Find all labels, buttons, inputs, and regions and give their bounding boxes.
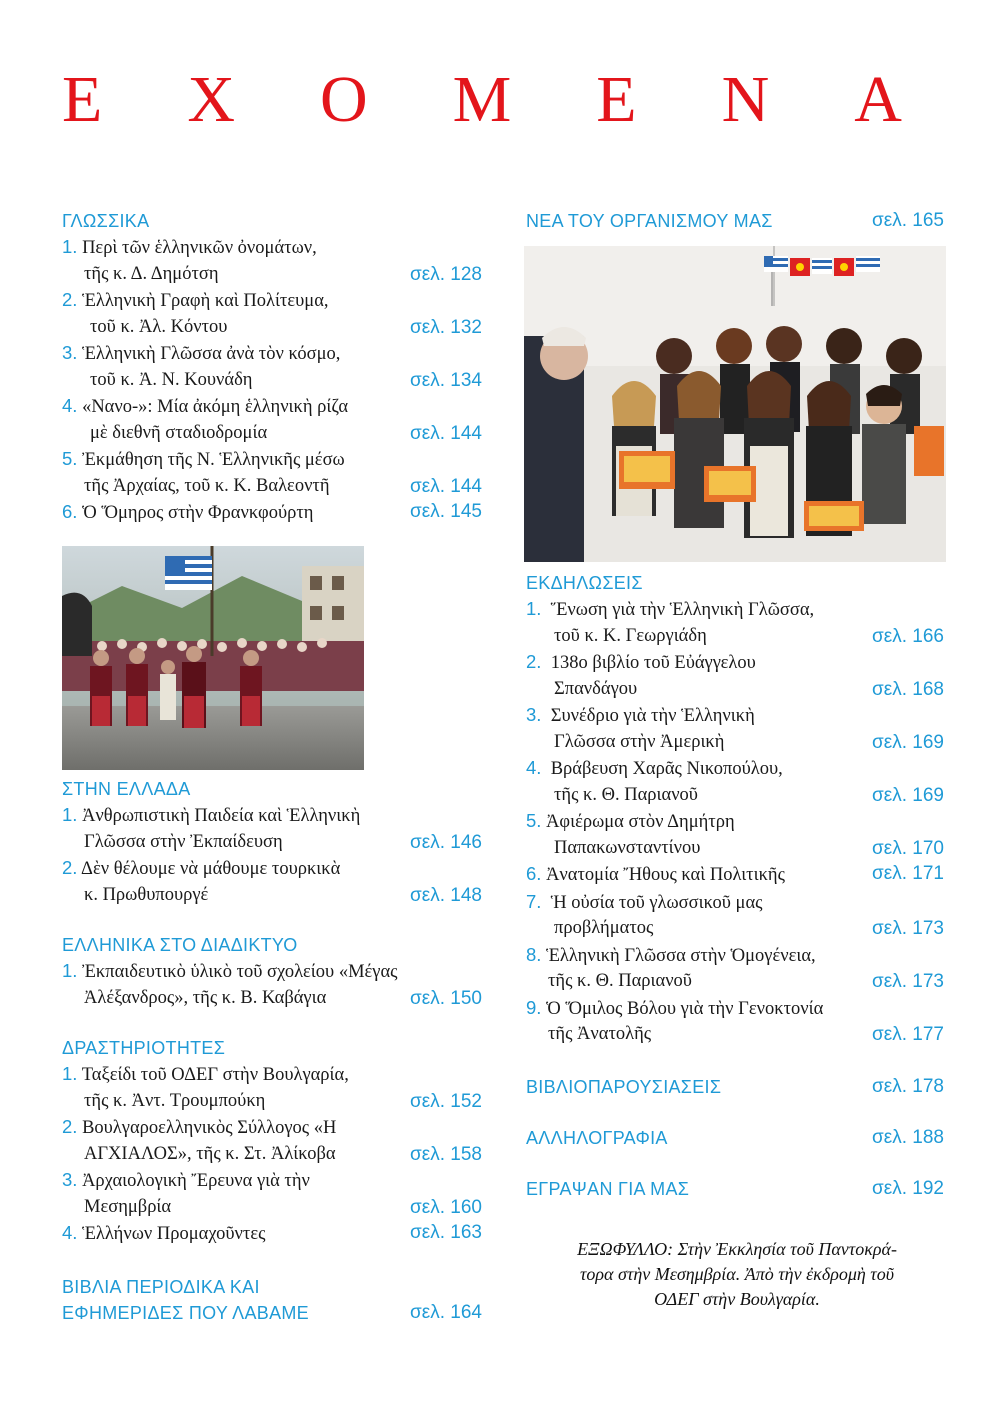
- page-number: σελ. 169: [872, 731, 944, 753]
- page-number: σελ. 158: [410, 1143, 482, 1165]
- toc-entry: 2. 138ο βιβλίο τοῦ Εὐάγγελου Σπανδάγου σελ. 168: [526, 649, 944, 702]
- right-column-lower: [526, 570, 944, 1202]
- toc-entry: 5. Ἐκμάθηση τῆς Ν. Ἑλληνικῆς μέσω τῆς Ἀρχαίας, τοῦ κ. Κ. Βαλεοντῆ σελ. 144: [62, 446, 482, 499]
- toc-entry: 3. Συνέδριο γιὰ τὴν Ἑλληνικὴ Γλῶσσα στὴν Ἀμερικὴ σελ. 169: [526, 702, 944, 755]
- photo-folk-dance: [62, 546, 364, 770]
- section-heading-glossika: ΓΛΩΣΣΙΚΑ: [62, 211, 150, 231]
- toc-entry: 3. Ἑλληνικὴ Γλῶσσα ἀνὰ τὸν κόσμο, τοῦ κ. Ἀ. Ν. Κουνάδη σελ. 134: [62, 340, 482, 393]
- page-number: σελ. 164: [410, 1301, 482, 1323]
- toc-entry: 1. Ἀνθρωπιστικὴ Παιδεία καὶ Ἑλληνικὴ Γλῶσσα στὴν Ἐκπαίδευση σελ. 146: [62, 802, 482, 855]
- page-number: σελ. 171: [872, 863, 944, 884]
- page-number: σελ. 144: [410, 422, 482, 444]
- page-number: σελ. 173: [872, 971, 944, 992]
- title-letter: Ε: [596, 63, 637, 136]
- photo-children-choir: [524, 246, 946, 562]
- toc-entry: 2. Δὲν θέλουμε νὰ μάθουμε τουρκικὰ κ. Πρωθυπουργέ σελ. 148: [62, 855, 482, 908]
- toc-entry: 6. Ἀνατομία Ἤθους καὶ Πολιτικῆς σελ. 171: [526, 861, 944, 889]
- page-number: σελ. 166: [872, 625, 944, 647]
- page-number: σελ. 188: [872, 1126, 944, 1148]
- toc-entry: 2. Βουλγαροελληνικὸς Σύλλογος «Η ΑΓΧΙΑΛΟΣ», τῆς κ. Στ. Ἀλίκοβα σελ. 158: [62, 1114, 482, 1167]
- page-number: σελ. 148: [410, 884, 482, 906]
- page-number: σελ. 150: [410, 987, 482, 1009]
- cover-caption: [528, 1237, 946, 1312]
- toc-entry: 1. Ἕνωση γιὰ τὴν Ἑλληνικὴ Γλῶσσα, τοῦ κ. Κ. Γεωργιάδη σελ. 166: [526, 596, 944, 649]
- toc-entry: 1. Ἐκπαιδευτικὸ ὑλικὸ τοῦ σχολείου «Μέγας Ἀλέξανδρος», τῆς κ. Β. Καβάγια σελ. 150: [62, 958, 482, 1011]
- caption-line: ΟΔΕΓ στὴν Βουλγαρία.: [654, 1289, 820, 1309]
- page-number: σελ. 170: [872, 837, 944, 859]
- page-number: σελ. 168: [872, 678, 944, 700]
- page-number: σελ. 132: [410, 316, 482, 338]
- page-number: σελ. 163: [410, 1222, 482, 1243]
- section-heading-nea: ΝΕΑ ΤΟΥ ΟΡΓΑΝΙΣΜΟΥ ΜΑΣ σελ. 165: [526, 208, 944, 234]
- section-heading-diadiktyo: ΕΛΛΗΝΙΚΑ ΣΤΟ ΔΙΑΔΙΚΤΥΟ: [62, 935, 298, 955]
- toc-entry: 1. Ταξείδι τοῦ ΟΔΕΓ στὴν Βουλγαρία, τῆς κ. Ἀντ. Τρουμπούκη σελ. 152: [62, 1061, 482, 1114]
- page-number: σελ. 173: [872, 918, 944, 939]
- title-letter: Ο: [319, 63, 368, 136]
- section-heading-allilografia: ΑΛΛΗΛΟΓΡΑΦΙΑ σελ. 188: [526, 1125, 944, 1151]
- toc-entry: 1. Περὶ τῶν ἑλληνικῶν ὀνομάτων, τῆς κ. Δ. Δημότση σελ. 128: [62, 234, 482, 287]
- left-column-lower: [62, 776, 482, 1326]
- toc-entry: 9. Ὁ Ὅμιλος Βόλου γιὰ τὴν Γενοκτονία τῆς Ἀνατολῆς σελ. 177: [526, 995, 944, 1048]
- section-heading-vivlia-line2: ΕΦΗΜΕΡΙΔΕΣ ΠΟΥ ΛΑΒΑΜΕ σελ. 164: [62, 1300, 482, 1326]
- title-letter: Ν: [721, 63, 770, 136]
- title-letter: Α: [854, 63, 902, 136]
- page-number: σελ. 144: [410, 475, 482, 497]
- page-number: σελ. 178: [872, 1075, 944, 1097]
- page-number: σελ. 146: [410, 831, 482, 853]
- title-letter: Μ: [452, 63, 512, 136]
- page-number: σελ. 134: [410, 369, 482, 391]
- page-number: σελ. 192: [872, 1177, 944, 1199]
- caption-line: ΕΞΩΦΥΛΛΟ: Στὴν Ἐκκλησία τοῦ Παντοκρά-: [577, 1239, 897, 1259]
- right-column: [526, 208, 944, 234]
- page-number: σελ. 145: [410, 501, 482, 522]
- page-number: σελ. 152: [410, 1090, 482, 1112]
- toc-entry: 8. Ἑλληνικὴ Γλῶσσα στὴν Ὁμογένεια, τῆς κ. Θ. Παριανοῦ σελ. 173: [526, 942, 944, 995]
- toc-entry: 3. Ἀρχαιολογικὴ Ἔρευνα γιὰ τὴν Μεσημβρία σελ. 160: [62, 1167, 482, 1220]
- toc-entry: 5. Ἀφιέρωμα στὸν Δημήτρη Παπακωνσταντίνου σελ. 170: [526, 808, 944, 861]
- toc-entry: 4. «Νανο-»: Μία ἀκόμη ἑλληνικὴ ρίζα μὲ διεθνῆ σταδιοδρομία σελ. 144: [62, 393, 482, 446]
- left-column: [62, 208, 482, 527]
- section-heading-ellada: ΣΤΗΝ ΕΛΛΑΔΑ: [62, 779, 191, 799]
- toc-entry: 7. Ἡ οὐσία τοῦ γλωσσικοῦ μας προβλήματος σελ. 173: [526, 889, 944, 942]
- title-letter: Χ: [187, 63, 235, 136]
- section-heading-drastiriotites: ΔΡΑΣΤΗΡΙΟΤΗΤΕΣ: [62, 1038, 226, 1058]
- caption-line: τορα στὴν Μεσημβρία. Ἀπὸ τὴν ἐκδρομὴ τοῦ: [579, 1264, 895, 1284]
- toc-entry: 2. Ἑλληνικὴ Γραφὴ καὶ Πολίτευμα, τοῦ κ. Ἀλ. Κόντου σελ. 132: [62, 287, 482, 340]
- page-number: σελ. 128: [410, 263, 482, 285]
- page-number: σελ. 160: [410, 1196, 482, 1218]
- toc-entry: 4. Ἑλλήνων Προμαχοῦντες σελ. 163: [62, 1220, 482, 1248]
- page-title: [62, 64, 902, 136]
- section-heading-ekdiloseis: ΕΚΔΗΛΩΣΕΙΣ: [526, 573, 643, 593]
- toc-entry: 4. Βράβευση Χαρᾶς Νικοπούλου, τῆς κ. Θ. Παριανοῦ σελ. 169: [526, 755, 944, 808]
- title-letter: Ε: [62, 63, 103, 136]
- section-heading-egrapsan: ΕΓΡΑΨΑΝ ΓΙΑ ΜΑΣ σελ. 192: [526, 1176, 944, 1202]
- section-heading-vivlia: ΒΙΒΛΙΑ ΠΕΡΙΟΔΙΚΑ ΚΑΙ: [62, 1276, 260, 1297]
- page-number: σελ. 165: [872, 210, 944, 231]
- toc-entry: 6. Ὁ Ὅμηρος στὴν Φρανκφούρτη σελ. 145: [62, 499, 482, 527]
- page-number: σελ. 169: [872, 784, 944, 806]
- section-heading-vivlioparousiaseis: ΒΙΒΛΙΟΠΑΡΟΥΣΙΑΣΕΙΣ σελ. 178: [526, 1074, 944, 1100]
- page-number: σελ. 177: [872, 1024, 944, 1045]
